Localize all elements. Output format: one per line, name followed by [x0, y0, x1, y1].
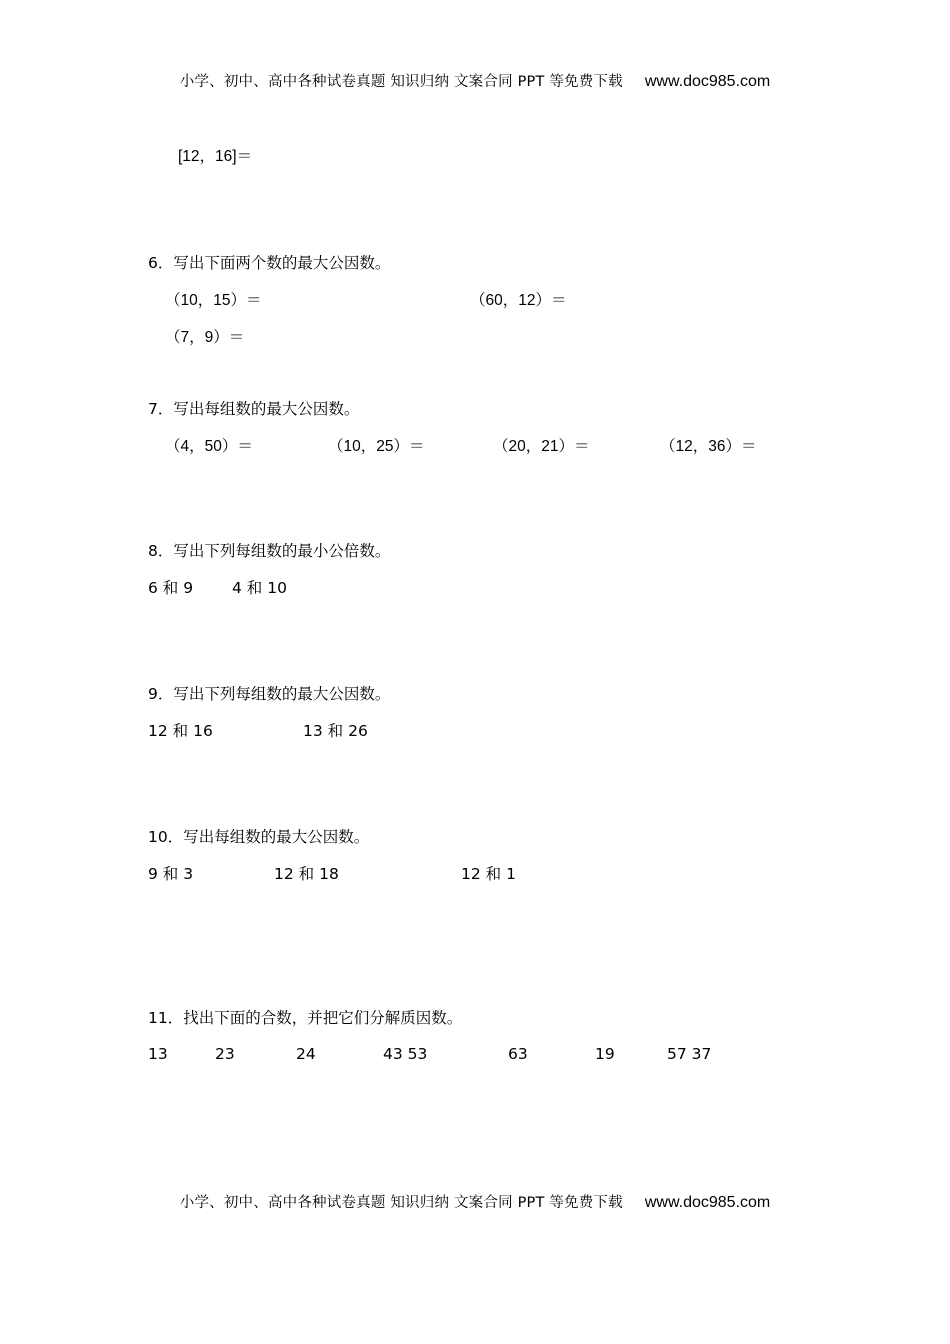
question-6-item-2: （60，12）＝ — [470, 292, 567, 309]
question-9-item-1: 12 和 16 — [148, 722, 213, 740]
question-7-item-3: （20，21）＝ — [493, 438, 590, 455]
question-11-item-4: 43 53 — [383, 1045, 428, 1063]
question-10-item-1: 9 和 3 — [148, 865, 194, 883]
promo-footer-text: 小学、初中、高中各种试卷真题 知识归纳 文案合同 PPT 等免费下载 — [179, 1195, 623, 1211]
question-10-title: 10．写出每组数的最大公因数。 — [148, 828, 370, 846]
question-7-item-1: （4，50）＝ — [165, 438, 253, 455]
promo-footer — [0, 1191, 950, 1212]
question-8-title: 8．写出下列每组数的最小公倍数。 — [148, 542, 391, 560]
question-11-item-2: 23 — [215, 1045, 235, 1063]
question-11-item-5: 63 — [508, 1045, 528, 1063]
question-11-item-3: 24 — [296, 1045, 316, 1063]
question-11-item-1: 13 — [148, 1045, 168, 1063]
promo-header — [0, 70, 950, 91]
question-6-item-1: （10，15）＝ — [165, 292, 262, 309]
question-10-item-2: 12 和 18 — [274, 865, 339, 883]
question-7-title: 7．写出每组数的最大公因数。 — [148, 400, 360, 418]
question-7-item-4: （12，36）＝ — [660, 438, 757, 455]
question-6-title: 6．写出下面两个数的最大公因数。 — [148, 254, 391, 272]
carryover-expression: [12，16]＝ — [178, 148, 253, 165]
promo-header-text: 小学、初中、高中各种试卷真题 知识归纳 文案合同 PPT 等免费下载 — [179, 74, 623, 90]
question-11-item-7: 57 37 — [667, 1045, 712, 1063]
promo-footer-site: www.doc985.com — [644, 1194, 771, 1211]
question-10-item-3: 12 和 1 — [461, 865, 516, 883]
question-9-title: 9．写出下列每组数的最大公因数。 — [148, 685, 391, 703]
question-8-item-1: 6 和 9 — [148, 579, 194, 597]
question-11-title: 11．找出下面的合数，并把它们分解质因数。 — [148, 1009, 463, 1027]
promo-header-site: www.doc985.com — [644, 73, 771, 90]
question-9-item-2: 13 和 26 — [303, 722, 368, 740]
question-7-item-2: （10，25）＝ — [328, 438, 425, 455]
question-8-item-2: 4 和 10 — [232, 579, 287, 597]
question-6-item-3: （7，9）＝ — [165, 329, 245, 346]
question-11-item-6: 19 — [595, 1045, 615, 1063]
